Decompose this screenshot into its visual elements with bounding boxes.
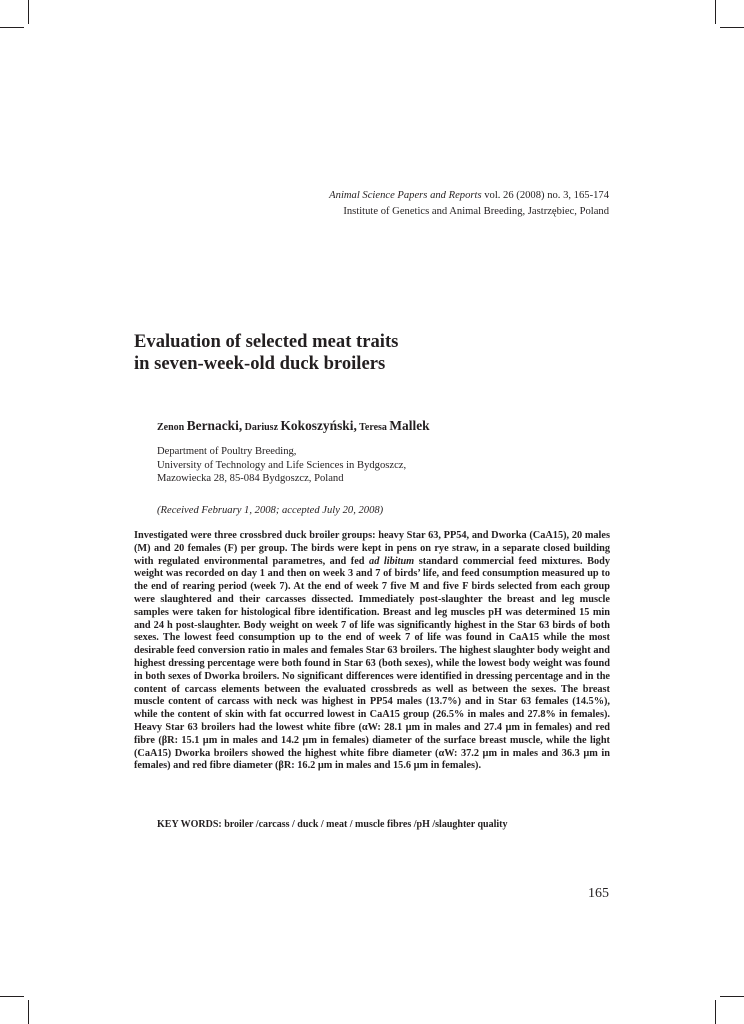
author-first-name: Teresa bbox=[359, 422, 387, 433]
abstract bbox=[134, 530, 610, 773]
journal-citation bbox=[329, 188, 609, 204]
author-surname: Mallek bbox=[389, 418, 430, 433]
author-first-name: Zenon bbox=[157, 422, 185, 433]
abstract-part-2: standard commercial feed mixtures. Body weight was recorded on day 1 and then on week 3 and 7 of birds’ life, and feed consumption measured up to the end of rearing period (week 7). At the end of week 7 five M and five F birds selected from each group were slaughtered and their carcasses dissected. Immediately post-slaughter the breast and leg muscle samples were taken for histological fibre identification. Breast and leg muscles pH was determined 15 min and 24 h post-slaughter. Body weight on week 7 of life was significantly highest in the Star 63 birds of both sexes. The lowest feed consumption up to the end of week 7 of life was found in CaA15 while the most desirable feed conversion ratio in males and females Star 63 broilers. The highest slaughter body weight and highest dressing percentage were both found in Star 63 (both sexes), while the lowest body weight was found in both sexes of Dworka broilers. No significant differences were identified in dressing percentage and in the content of carcass elements between the evaluated crossbreds as well as between the sexes. The breast muscle content of carcass with neck was highest in PP54 males (13.7%) and in Star 63 females (14.5%), while the content of skin with fat occurred lowest in CaA15 group (26.5% in males and 27.8% in females). Heavy Star 63 broilers had the lowest white fibre (αW: 28.1 µm in males and 27.4 µm in females) and red fibre (βR: 15.1 µm in males and 14.2 µm in females) diameter of the surface breast muscle, while the light (CaA15) Dworka broilers showed the highest white fibre diameter (αW: 37.2 µm in males and 36.3 µm in females) and red fibre diameter (βR: 16.2 µm in males and 15.6 µm in females). bbox=[134, 555, 611, 772]
crop-mark-bottom-right-horizontal bbox=[720, 996, 744, 997]
author-separator: , bbox=[353, 418, 357, 433]
crop-mark-top-left-horizontal bbox=[0, 27, 24, 28]
paper-title bbox=[134, 331, 398, 375]
affiliation-line-1: Department of Poultry Breeding, bbox=[157, 446, 297, 457]
affiliation bbox=[157, 445, 406, 486]
journal-name: Animal Science Papers and Reports bbox=[329, 190, 482, 201]
author-list bbox=[157, 418, 430, 434]
title-line-1: Evaluation of selected meat traits bbox=[134, 331, 399, 352]
crop-mark-bottom-left-vertical bbox=[28, 1000, 29, 1024]
crop-mark-top-right-horizontal bbox=[720, 27, 744, 28]
crop-mark-top-right-vertical bbox=[715, 0, 716, 24]
abstract-italic: ad libitum bbox=[369, 555, 415, 567]
affiliation-line-3: Mazowiecka 28, 85-084 Bydgoszcz, Poland bbox=[157, 473, 344, 485]
author-first-name: Dariusz bbox=[244, 422, 279, 433]
journal-institute: Institute of Genetics and Animal Breeding, Jastrzębiec, Poland bbox=[343, 206, 609, 217]
page-number: 165 bbox=[588, 886, 609, 901]
abstract-part-1: Investigated were three crossbred duck broiler groups: heavy Star 63, PP54, and Dworka (CaA15), 20 males (M) and 20 females (F) per group. The birds were kept in pens on rye straw, in a separate closed building with regulated environmental parametres, and fed bbox=[134, 530, 610, 567]
title-line-2: in seven-week-old duck broilers bbox=[134, 353, 386, 374]
journal-header bbox=[329, 188, 609, 220]
crop-mark-top-left-vertical bbox=[28, 0, 29, 24]
journal-issue: vol. 26 (2008) no. 3, 165-174 bbox=[481, 190, 609, 201]
affiliation-line-2: University of Technology and Life Sciences in Bydgoszcz, bbox=[157, 459, 407, 471]
author-surname: Bernacki bbox=[186, 418, 239, 433]
author-separator: , bbox=[238, 418, 243, 433]
author-surname: Kokoszyński bbox=[280, 418, 354, 433]
received-dates: (Received February 1, 2008; accepted July 20, 2008) bbox=[157, 505, 384, 516]
crop-mark-bottom-right-vertical bbox=[715, 1000, 716, 1024]
key-words: KEY WORDS: broiler /carcass / duck / meat / muscle fibres /pH /slaughter quality bbox=[157, 819, 508, 830]
crop-mark-bottom-left-horizontal bbox=[0, 996, 24, 997]
